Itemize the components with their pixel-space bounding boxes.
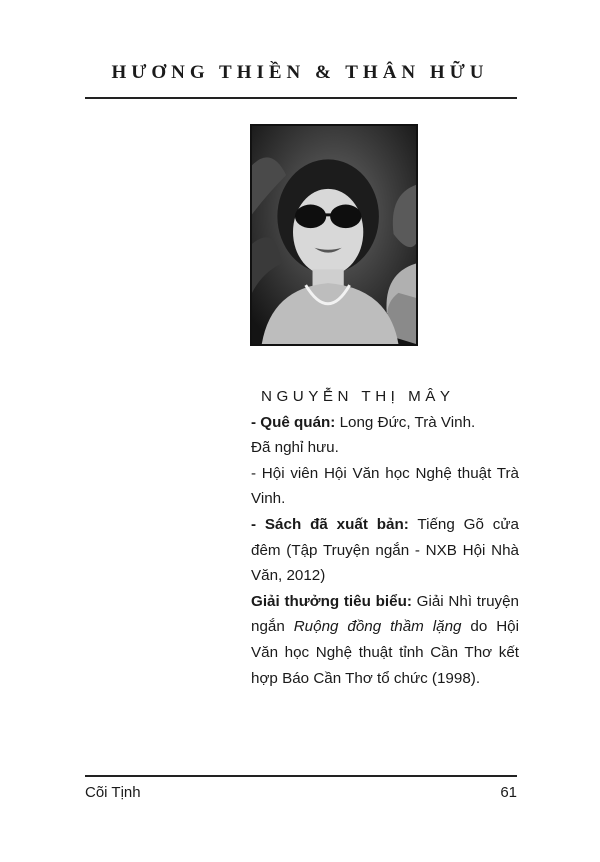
award-line bbox=[251, 589, 519, 691]
award-pre: Giải Nhì truyện ngắn bbox=[251, 592, 519, 636]
award-label: Giải thưởng tiêu biểu: bbox=[251, 592, 412, 610]
hometown-value: Long Đức, Trà Vinh. bbox=[335, 413, 476, 431]
award-work-title: Ruộng đồng thầm lặng bbox=[293, 618, 462, 636]
books-value: Tiếng Gõ cửa đêm (Tập Truyện ngắn - NXB Hội Nhà Văn, 2012) bbox=[251, 515, 520, 585]
portrait-photo-icon bbox=[252, 126, 416, 344]
running-header-title: HƯƠNG THIỀN & THÂN HỮU bbox=[111, 62, 489, 83]
author-portrait-photo bbox=[250, 124, 418, 346]
page-footer bbox=[85, 784, 517, 801]
hometown-line bbox=[251, 410, 519, 436]
hometown-label: - Quê quán: bbox=[251, 413, 336, 431]
footer-book-title: Cõi Tịnh bbox=[85, 784, 141, 801]
footer-rule bbox=[85, 775, 517, 777]
header-rule bbox=[85, 97, 517, 99]
membership-line: - Hội viên Hội Văn học Nghệ thuật Trà Vinh. bbox=[251, 464, 519, 508]
author-name: NGUYỄN THỊ MÂY bbox=[261, 388, 455, 405]
footer-page-number: 61 bbox=[500, 784, 517, 801]
books-label: - Sách đã xuất bản: bbox=[251, 515, 409, 533]
award-post: do Hội Văn học Nghệ thuật tỉnh Cần Thơ kết hợp Báo Cần Thơ tổ chức (1998). bbox=[251, 618, 519, 687]
retired-line: Đã nghỉ hưu. bbox=[251, 439, 339, 457]
author-bio bbox=[251, 384, 519, 691]
books-line bbox=[251, 512, 519, 589]
